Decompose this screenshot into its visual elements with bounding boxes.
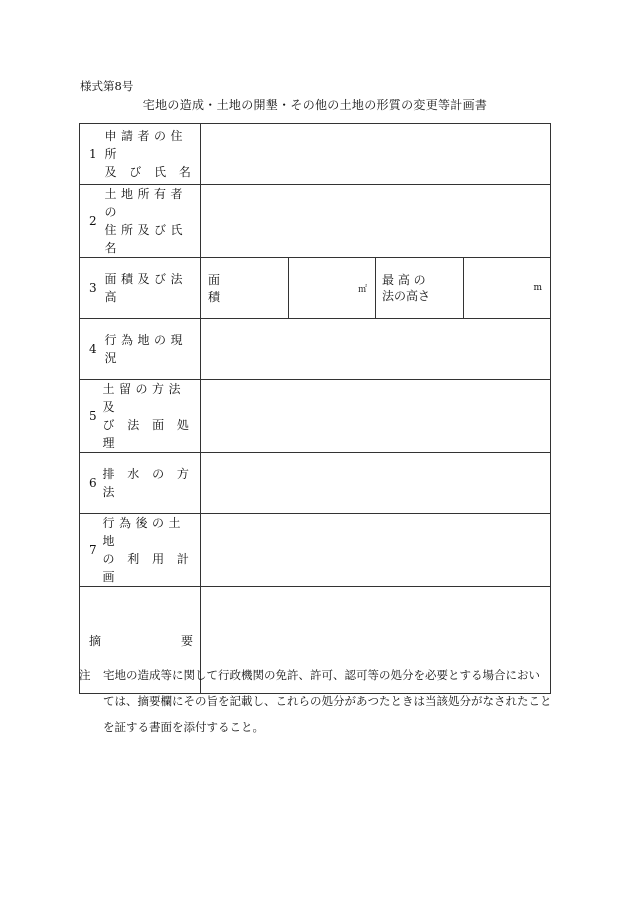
row-label-line: の 利 用 計 画 [102, 552, 194, 584]
area-field[interactable] [288, 258, 376, 319]
row-label-line: 土留の方法及 [102, 382, 185, 414]
applicant-field[interactable] [201, 124, 551, 185]
row-label-landowner [80, 185, 201, 258]
table-row [80, 514, 551, 587]
table-row [80, 319, 551, 380]
row-number: 4 [89, 342, 97, 356]
note-mark: 注 [79, 668, 91, 682]
row-label-line: 排 水 の 方 法 [102, 467, 194, 499]
note-line: 宅地の造成等に関して行政機関の免許、許可、認可等の処分を必要とする場合におい [103, 668, 540, 682]
row-label-line: 申請者の住所 [104, 129, 187, 161]
table-row [80, 185, 551, 258]
table-row [80, 380, 551, 453]
row-label-site-condition [80, 319, 201, 380]
table-row [80, 258, 551, 319]
drainage-field[interactable] [201, 453, 551, 514]
area-label: 面積 [201, 258, 289, 319]
max-height-label: 最 高 の 法の高さ [376, 258, 464, 319]
row-label-line: 面積及び法高 [104, 272, 187, 304]
footnote [79, 662, 554, 740]
row-number: 3 [89, 281, 97, 295]
row-number: 6 [89, 476, 97, 490]
note-line: を証する書面を添付すること。 [103, 720, 264, 734]
landowner-field[interactable] [201, 185, 551, 258]
form-number: 様式第8号 [80, 79, 134, 93]
row-label-line: 土地所有者の [104, 187, 187, 219]
row-label-summary: 摘 要 [80, 587, 201, 694]
note-line: ては、摘要欄にその旨を記載し、これらの処分があつたときは当該処分がなされたこと [103, 694, 552, 708]
table-row [80, 453, 551, 514]
row-label-line: 行為後の土地 [102, 516, 185, 548]
area-unit: ㎡ [357, 284, 367, 295]
row-label-line: 行為地の現況 [104, 333, 187, 365]
row-label-line: 及 び 氏 名 [104, 165, 196, 179]
retaining-method-field[interactable] [201, 380, 551, 453]
row-number: 2 [89, 214, 97, 228]
row-label-land-use [80, 514, 201, 587]
max-height-field[interactable] [463, 258, 551, 319]
row-label-area-height [80, 258, 201, 319]
row-number: 7 [89, 543, 97, 557]
row-label-retaining-method [80, 380, 201, 453]
row-number: 5 [89, 409, 97, 423]
table-row [80, 124, 551, 185]
row-number: 1 [89, 147, 97, 161]
row-label-line: び 法 面 処 理 [102, 418, 194, 450]
land-use-field[interactable] [201, 514, 551, 587]
row-label-drainage [80, 453, 201, 514]
row-label-applicant [80, 124, 201, 185]
height-unit: m [533, 283, 542, 293]
plan-form-table [79, 123, 551, 694]
site-condition-field[interactable] [201, 319, 551, 380]
row-label-line: 住所及び氏名 [104, 223, 187, 255]
page-title: 宅地の造成・土地の開墾・その他の土地の形質の変更等計画書 [142, 98, 488, 112]
